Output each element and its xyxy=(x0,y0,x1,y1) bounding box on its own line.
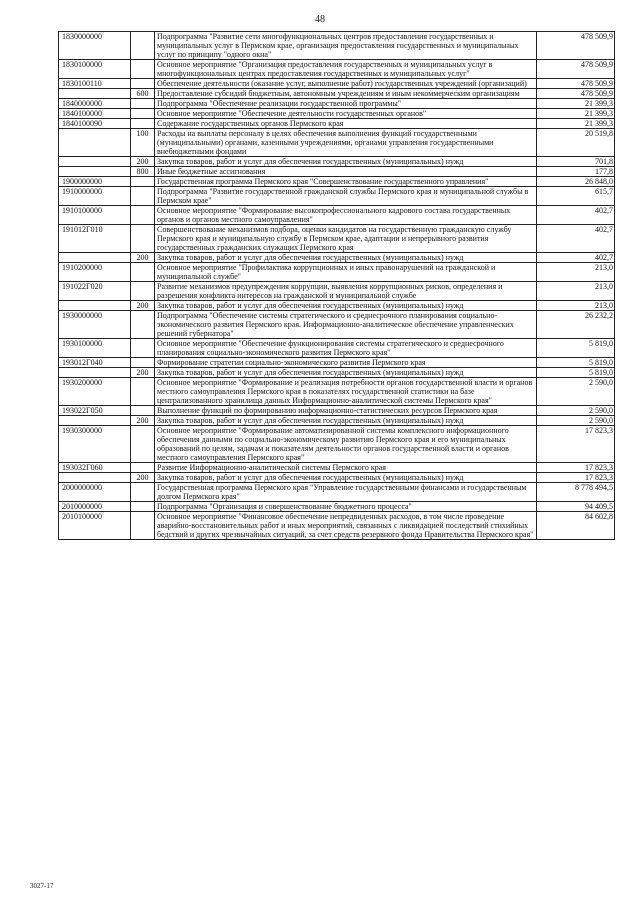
table-row xyxy=(59,301,615,311)
table-row xyxy=(59,89,615,99)
amount: 5 819,0 xyxy=(537,339,615,358)
target-article-code: 1910000000 xyxy=(59,187,131,206)
item-name: Иные бюджетные ассигнования xyxy=(155,167,537,177)
table-row xyxy=(59,119,615,129)
budget-table xyxy=(58,31,615,540)
target-article-code: 193022Г050 xyxy=(59,406,131,416)
item-name: Предоставление субсидий бюджетным, автономным учреждениям и иным некоммерческим организациям xyxy=(155,89,537,99)
item-name: Обеспечение деятельности (оказание услуг, выполнение работ) государственных учреждений (организаций) xyxy=(155,79,537,89)
item-name: Основное мероприятие "Профилактика коррупционных и иных правонарушений на гражданской и муниципальной службе" xyxy=(155,263,537,282)
item-name: Расходы на выплаты персоналу в целях обеспечения выполнения функций государственными (муниципальными) органами, казенными учреждениями, органами управления государственными внебюджетными фондами xyxy=(155,129,537,157)
table-row xyxy=(59,206,615,225)
amount: 402,7 xyxy=(537,253,615,263)
target-article-code: 1840100000 xyxy=(59,109,131,119)
table-row xyxy=(59,368,615,378)
amount: 2 590,0 xyxy=(537,406,615,416)
expense-type-code xyxy=(131,358,155,368)
table-row xyxy=(59,79,615,89)
amount: 402,7 xyxy=(537,206,615,225)
expense-type-code: 800 xyxy=(131,167,155,177)
expense-type-code: 200 xyxy=(131,416,155,426)
target-article-code: 1930000000 xyxy=(59,311,131,339)
table-row xyxy=(59,32,615,60)
item-name: Основное мероприятие "Формирование и реализация потребности органов государственной власти и органов местного самоуправления Пермского края в показателях государственной статистики на базе централизованного хранилища данных Информационно-аналитической системы Пермского края" xyxy=(155,378,537,406)
expense-type-code xyxy=(131,426,155,463)
item-name: Закупка товаров, работ и услуг для обеспечения государственных (муниципальных) нужд xyxy=(155,416,537,426)
item-name: Подпрограмма "Развитие государственной гражданской службы Пермского края и муниципальной службы в Пермском крае" xyxy=(155,187,537,206)
item-name: Совершенствование механизмов подбора, оценки кандидатов на государственную гражданскую службу Пермского края и муниципальную службу в Пермском крае, адаптации и непрерывного развития государственных гражданских служащих Пермского края xyxy=(155,225,537,253)
expense-type-code xyxy=(131,60,155,79)
amount: 213,0 xyxy=(537,301,615,311)
target-article-code: 2010000000 xyxy=(59,502,131,512)
expense-type-code xyxy=(131,99,155,109)
table-row xyxy=(59,157,615,167)
amount: 615,7 xyxy=(537,187,615,206)
item-name: Формирование стратегии социально-экономического развития Пермского края xyxy=(155,358,537,368)
item-name: Подпрограмма "Обеспечение реализации государственной программы" xyxy=(155,99,537,109)
amount: 213,0 xyxy=(537,282,615,301)
expense-type-code xyxy=(131,109,155,119)
table-row xyxy=(59,473,615,483)
table-row xyxy=(59,512,615,540)
target-article-code xyxy=(59,253,131,263)
expense-type-code xyxy=(131,119,155,129)
amount: 21 399,3 xyxy=(537,109,615,119)
expense-type-code: 200 xyxy=(131,473,155,483)
amount: 17 823,3 xyxy=(537,463,615,473)
target-article-code xyxy=(59,157,131,167)
table-row xyxy=(59,426,615,463)
item-name: Закупка товаров, работ и услуг для обеспечения государственных (муниципальных) нужд xyxy=(155,368,537,378)
table-row xyxy=(59,416,615,426)
target-article-code: 1830100000 xyxy=(59,60,131,79)
target-article-code: 193032Г060 xyxy=(59,463,131,473)
amount: 20 519,8 xyxy=(537,129,615,157)
item-name: Государственная программа Пермского края "Совершенствование государственного управления" xyxy=(155,177,537,187)
amount: 5 819,0 xyxy=(537,358,615,368)
footer-code: 3027-17 xyxy=(30,882,54,890)
item-name: Подпрограмма "Развитие сети многофункциональных центров предоставления государственных и муниципальных услуг в Пермском крае, организация предоставления государственных и муниципальных услуг по принципу "одного окна" xyxy=(155,32,537,60)
target-article-code xyxy=(59,167,131,177)
expense-type-code xyxy=(131,406,155,416)
amount: 21 399,3 xyxy=(537,119,615,129)
expense-type-code xyxy=(131,187,155,206)
item-name: Основное мероприятие "Организация предоставления государственных и муниципальных услуг в многофункциональных центрах предоставления государственных и муниципальных услуг" xyxy=(155,60,537,79)
amount: 2 590,0 xyxy=(537,378,615,406)
target-article-code: 1840100090 xyxy=(59,119,131,129)
expense-type-code xyxy=(131,32,155,60)
table-row xyxy=(59,406,615,416)
expense-type-code xyxy=(131,502,155,512)
target-article-code xyxy=(59,473,131,483)
table-row xyxy=(59,129,615,157)
expense-type-code xyxy=(131,79,155,89)
table-row xyxy=(59,253,615,263)
item-name: Развитие Информационно-аналитической системы Пермского края xyxy=(155,463,537,473)
target-article-code: 1840000000 xyxy=(59,99,131,109)
expense-type-code: 100 xyxy=(131,129,155,157)
amount: 402,7 xyxy=(537,225,615,253)
expense-type-code: 600 xyxy=(131,89,155,99)
amount: 5 819,0 xyxy=(537,368,615,378)
table-row xyxy=(59,483,615,502)
target-article-code: 1930100000 xyxy=(59,339,131,358)
target-article-code: 1900000000 xyxy=(59,177,131,187)
expense-type-code xyxy=(131,225,155,253)
target-article-code: 191022Г020 xyxy=(59,282,131,301)
amount: 478 509,9 xyxy=(537,32,615,60)
expense-type-code: 200 xyxy=(131,253,155,263)
expense-type-code xyxy=(131,282,155,301)
item-name: Государственная программа Пермского края "Управление государственными финансами и государственным долгом Пермского края" xyxy=(155,483,537,502)
amount: 84 602,8 xyxy=(537,512,615,540)
amount: 213,0 xyxy=(537,263,615,282)
table-row xyxy=(59,378,615,406)
item-name: Закупка товаров, работ и услуг для обеспечения государственных (муниципальных) нужд xyxy=(155,157,537,167)
expense-type-code xyxy=(131,206,155,225)
table-row xyxy=(59,263,615,282)
amount: 94 409,5 xyxy=(537,502,615,512)
amount: 701,8 xyxy=(537,157,615,167)
table-row xyxy=(59,187,615,206)
item-name: Подпрограмма "Организация и совершенствование бюджетного процесса" xyxy=(155,502,537,512)
amount: 26 232,2 xyxy=(537,311,615,339)
item-name: Закупка товаров, работ и услуг для обеспечения государственных (муниципальных) нужд xyxy=(155,301,537,311)
item-name: Развитие механизмов предупреждения коррупции, выявления коррупционных рисков, определения и разрешения конфликта интересов на гражданской и муниципальной службе xyxy=(155,282,537,301)
amount: 478 509,9 xyxy=(537,60,615,79)
target-article-code xyxy=(59,129,131,157)
amount: 17 823,3 xyxy=(537,426,615,463)
target-article-code: 1930200000 xyxy=(59,378,131,406)
expense-type-code xyxy=(131,483,155,502)
item-name: Основное мероприятие "Обеспечение функционирования системы стратегического и среднесрочного планирования социально-экономического развития Пермского края" xyxy=(155,339,537,358)
table-row xyxy=(59,339,615,358)
table-row xyxy=(59,502,615,512)
item-name: Выполнение функций по формированию информационно-статистических ресурсов Пермского края xyxy=(155,406,537,416)
target-article-code: 193012Г040 xyxy=(59,358,131,368)
amount: 478 509,9 xyxy=(537,89,615,99)
table-row xyxy=(59,167,615,177)
expense-type-code xyxy=(131,177,155,187)
target-article-code: 1930300000 xyxy=(59,426,131,463)
target-article-code: 2010100000 xyxy=(59,512,131,540)
amount: 26 848,0 xyxy=(537,177,615,187)
target-article-code: 1830000000 xyxy=(59,32,131,60)
target-article-code xyxy=(59,368,131,378)
table-row xyxy=(59,225,615,253)
item-name: Основное мероприятие "Формирование автоматизированной системы комплексного информационного обеспечения данными по социально-экономическому развитию Пермского края и его муниципальных образований по целям, задачам и показателям деятельности органов государственной власти и органов местного самоуправления Пермского края" xyxy=(155,426,537,463)
table-body xyxy=(59,32,615,540)
expense-type-code xyxy=(131,263,155,282)
table-row xyxy=(59,463,615,473)
table-row xyxy=(59,282,615,301)
expense-type-code xyxy=(131,339,155,358)
expense-type-code xyxy=(131,311,155,339)
item-name: Основное мероприятие "Обеспечение деятельности государственных органов" xyxy=(155,109,537,119)
amount: 17 823,3 xyxy=(537,473,615,483)
target-article-code xyxy=(59,301,131,311)
table-row xyxy=(59,99,615,109)
item-name: Основное мероприятие "Финансовое обеспечение непредвиденных расходов, в том числе проведение аварийно-восстановительных работ и иных мероприятий, связанных с ликвидацией последствий стихийных бедствий и других чрезвычайных ситуаций, за счет средств резервного фонда Правительства Пермского края" xyxy=(155,512,537,540)
table-row xyxy=(59,358,615,368)
table-row xyxy=(59,109,615,119)
amount: 8 778 494,5 xyxy=(537,483,615,502)
target-article-code: 191012Г010 xyxy=(59,225,131,253)
target-article-code: 1910100000 xyxy=(59,206,131,225)
amount: 177,8 xyxy=(537,167,615,177)
amount: 21 399,3 xyxy=(537,99,615,109)
page-number: 48 xyxy=(315,14,325,25)
target-article-code xyxy=(59,89,131,99)
amount: 2 590,0 xyxy=(537,416,615,426)
target-article-code: 1830100110 xyxy=(59,79,131,89)
expense-type-code xyxy=(131,378,155,406)
amount: 478 509,9 xyxy=(537,79,615,89)
expense-type-code: 200 xyxy=(131,301,155,311)
item-name: Закупка товаров, работ и услуг для обеспечения государственных (муниципальных) нужд xyxy=(155,473,537,483)
item-name: Закупка товаров, работ и услуг для обеспечения государственных (муниципальных) нужд xyxy=(155,253,537,263)
item-name: Подпрограмма "Обеспечение системы стратегического и среднесрочного планирования социально-экономического развития Пермского края. Информационно-аналитическое обеспечение управленческих решений губернатора" xyxy=(155,311,537,339)
target-article-code xyxy=(59,416,131,426)
target-article-code: 2000000000 xyxy=(59,483,131,502)
item-name: Основное мероприятие "Формирование высокопрофессионального кадрового состава государственных органов и органов местного самоуправления" xyxy=(155,206,537,225)
expense-type-code xyxy=(131,463,155,473)
expense-type-code xyxy=(131,512,155,540)
item-name: Содержание государственных органов Пермского края xyxy=(155,119,537,129)
table-row xyxy=(59,311,615,339)
table-row xyxy=(59,177,615,187)
expense-type-code: 200 xyxy=(131,368,155,378)
target-article-code: 1910200000 xyxy=(59,263,131,282)
expense-type-code: 200 xyxy=(131,157,155,167)
table-row xyxy=(59,60,615,79)
